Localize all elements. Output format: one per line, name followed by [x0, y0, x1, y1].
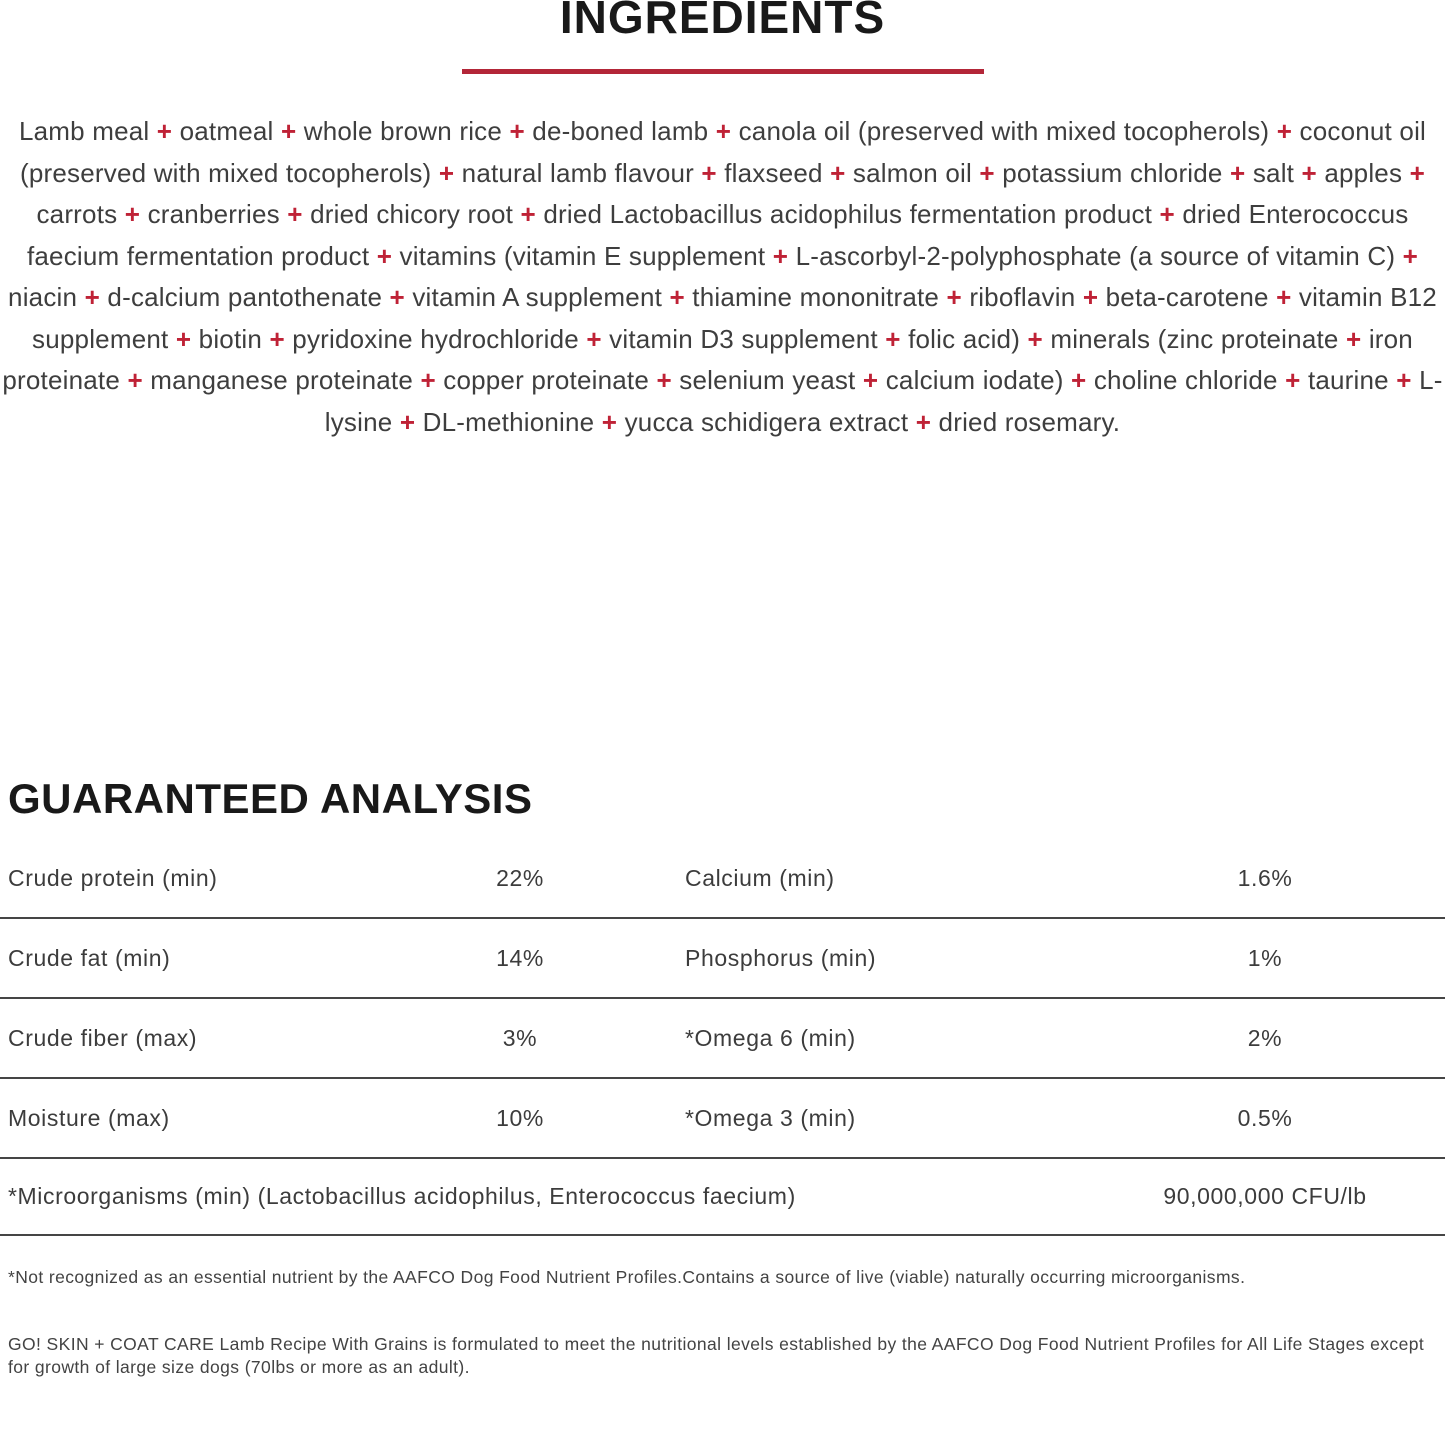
plus-separator: +	[1285, 365, 1301, 395]
plus-separator: +	[701, 157, 717, 188]
plus-separator: +	[376, 240, 393, 271]
plus-separator: +	[287, 199, 303, 229]
plus-separator: +	[601, 406, 618, 437]
guaranteed-analysis-title: GUARANTEED ANALYSIS	[8, 775, 533, 822]
nutrient-label: Phosphorus (min)	[685, 944, 877, 971]
plus-separator: +	[520, 199, 536, 229]
nutrient-label: Moisture (max)	[8, 1104, 170, 1131]
plus-separator: +	[124, 199, 141, 229]
ingredients-text: Lamb meal + oatmeal + whole brown rice + de-boned lamb + canola oil (preserved with mixed tocopherols) + coconut oil (preserved with mixed tocopherols) + natural lamb flavour + flaxseed + salmon oil + potassium chloride + salt + apples + carrots + cranberries + dried chicory root + dried Lactobacillus acidophilus fermentation product + dried Enterococcus faecium fermentation product + vitamins (vitamin E supplement + L-ascorbyl-2-polyphosphate (a source of vitamin C) + niacin + d-calcium pantothenate + vitamin A supplement + thiamine mononitrate + riboflavin + beta-carotene + vitamin B12 supplement + biotin + pyridoxine hydrochloride + vitamin D3 supplement + folic acid) + minerals (zinc proteinate + iron proteinate + manganese proteinate + copper proteinate + selenium yeast + calcium iodate) + choline chloride + taurine + L-lysine + DL-methionine + yucca schidigera extract + dried rosemary.	[2, 116, 1443, 437]
guaranteed-analysis-section	[0, 775, 1445, 1379]
table-row	[0, 839, 1445, 919]
plus-separator: +	[1071, 365, 1087, 395]
plus-separator: +	[1346, 323, 1362, 354]
plus-separator: +	[1301, 157, 1317, 188]
table-row	[0, 1079, 1445, 1159]
plus-separator: +	[715, 116, 732, 146]
plus-separator: +	[1082, 282, 1099, 312]
analysis-table	[0, 839, 1445, 1236]
nutrient-value: 90,000,000 CFU/lb	[1163, 1183, 1367, 1209]
plus-separator: +	[389, 282, 405, 312]
plus-separator: +	[1409, 157, 1425, 188]
plus-separator: +	[915, 406, 932, 437]
plus-separator: +	[772, 240, 789, 271]
nutrient-label: Crude fiber (max)	[8, 1024, 198, 1051]
table-row	[0, 919, 1445, 999]
plus-separator: +	[84, 282, 100, 312]
footnote-formulation-statement: GO! SKIN + COAT CARE Lamb Recipe With Grains is formulated to meet the nutritional levels established by the AAFCO Dog Food Nutrient Profiles for All Life Stages except for growth of large size dogs (70lbs or more as an adult).	[8, 1334, 1425, 1377]
red-divider	[462, 69, 984, 74]
plus-separator: +	[438, 157, 455, 188]
nutrient-value: 3%	[502, 1024, 538, 1051]
nutrient-label: *Omega 3 (min)	[685, 1104, 856, 1131]
plus-separator: +	[156, 116, 173, 146]
table-row-microorganisms	[0, 1159, 1445, 1236]
plus-separator: +	[1230, 157, 1246, 188]
nutrient-label: *Omega 6 (min)	[685, 1024, 856, 1051]
plus-separator: +	[420, 365, 436, 395]
plus-separator: +	[399, 406, 416, 437]
plus-separator: +	[280, 116, 297, 146]
plus-separator: +	[1159, 199, 1175, 229]
plus-separator: +	[127, 365, 143, 395]
table-row	[0, 999, 1445, 1079]
footnote-aafco-nutrient: *Not recognized as an essential nutrient by the AAFCO Dog Food Nutrient Profiles.Contains a source of live (viable) naturally occurring microorganisms.	[8, 1267, 1246, 1287]
plus-separator: +	[175, 323, 192, 354]
plus-separator: +	[656, 365, 672, 395]
nutrient-value: 0.5%	[1237, 1104, 1293, 1131]
plus-separator: +	[885, 323, 901, 354]
plus-separator: +	[269, 323, 285, 354]
nutrient-value: 2%	[1247, 1024, 1283, 1051]
nutrient-label: Calcium (min)	[685, 864, 835, 891]
plus-separator: +	[979, 157, 995, 188]
plus-separator: +	[669, 282, 685, 312]
nutrient-value: 1.6%	[1237, 864, 1293, 891]
plus-separator: +	[1402, 240, 1419, 271]
plus-separator: +	[1027, 323, 1043, 354]
ingredients-title: INGREDIENTS	[559, 0, 886, 43]
plus-separator: +	[1276, 282, 1292, 312]
nutrient-label: Crude fat (min)	[8, 944, 171, 971]
ingredients-section	[0, 0, 1445, 443]
plus-separator: +	[946, 282, 962, 312]
plus-separator: +	[830, 157, 846, 188]
nutrient-label: *Microorganisms (min) (Lactobacillus acidophilus, Enterococcus faecium)	[8, 1183, 796, 1209]
nutrient-value: 10%	[496, 1104, 544, 1131]
plus-separator: +	[1396, 365, 1412, 395]
nutrient-label: Crude protein (min)	[8, 864, 218, 891]
plus-separator: +	[586, 323, 602, 354]
plus-separator: +	[1276, 116, 1293, 146]
plus-separator: +	[862, 365, 879, 395]
nutrient-value: 1%	[1247, 944, 1283, 971]
plus-separator: +	[509, 116, 525, 146]
nutrient-value: 22%	[496, 864, 544, 891]
nutrient-value: 14%	[496, 944, 544, 971]
